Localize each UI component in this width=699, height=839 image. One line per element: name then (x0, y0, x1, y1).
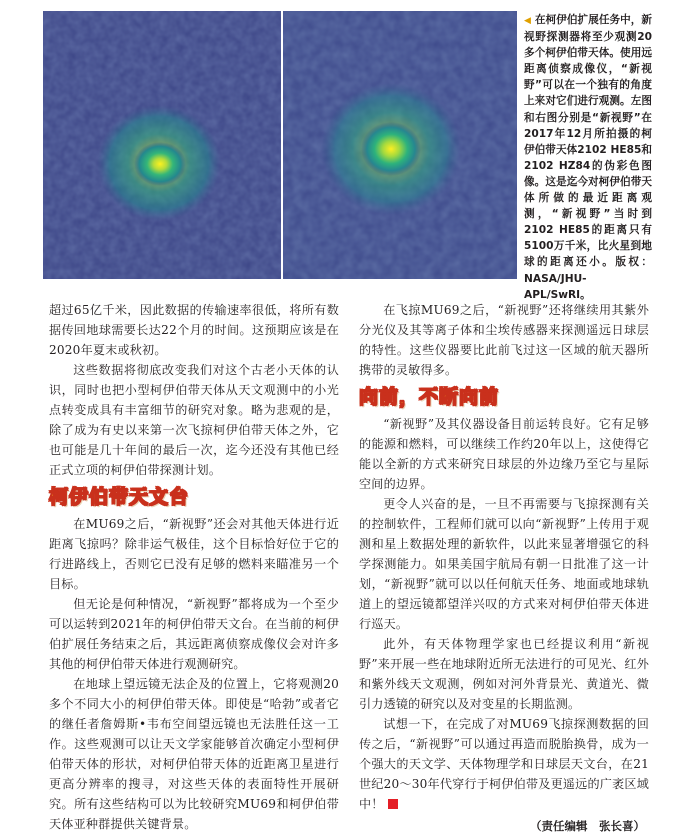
paragraph: 这些数据将彻底改变我们对这个古老小天体的认识，同时也把小型柯伊伯带天体从天文观测中的小光点转变成具有丰富细节的研究对象。略为悲观的是，除了成为有史以来第一次飞掠柯伊伯带天体之外，它也可能是几十年间的最后一次，迄今还没有其他已经正式立项的柯伊伯带探测计划。 (49, 363, 339, 477)
paragraph: 在地球上望远镜无法企及的位置上，它将观测20多个不同大小的柯伊伯带天体。即使是“哈勃”或者它的继任者詹姆斯•韦布空间望远镜也无法胜任这一工作。这些观测可以让天文学家能够首次确定小型柯伊伯带天体的形状，对柯伊伯带天体的近距离卫星进行更高分辨率的搜寻，对这些天体的表面特性开展研究。所有这些结构可以为比较研究MU69和柯伊伯带天体亚种群提供关键背景。 (49, 677, 339, 831)
paragraph: “新视野”及其仪器设备目前运转良好。它有足够的能源和燃料，可以继续工作约20年以上，这使得它能以全新的方式来研究日球层的外边缘乃至它与星际空间的边界。 (359, 417, 649, 491)
kbo-image-pair (43, 11, 517, 279)
figure-caption (524, 12, 652, 303)
editor-credit: （责任编辑 张长喜） (530, 819, 645, 833)
section-heading-onward: 向前，不断向前 (359, 386, 500, 408)
article-column-left (49, 300, 339, 834)
section-heading-kuiper-observatory: 柯伊伯带天文台 (49, 486, 190, 508)
kbo-image-right (283, 11, 517, 279)
paragraph: 在飞掠MU69之后，“新视野”还将继续用其紫外分光仪及其等离子体和尘埃传感器来探测遥远日球层的特性。这些仪器要比此前飞过这一区域的航天器所携带的灵敏得多。 (359, 303, 649, 377)
paragraph: 此外，有天体物理学家也已经提议利用“新视野”来开展一些在地球附近所无法进行的可见光、红外和紫外线天文观测，例如对河外背景光、黄道光、微引力透镜的研究以及对变星的长期监测。 (359, 637, 649, 711)
paragraph: 更令人兴奋的是，一旦不再需要与飞掠探测有关的控制软件，工程师们就可以向“新视野”上传用于观测和星上数据处理的新软件，以此来显著增强它的科学探测能力。如果美国宇航局有朝一日批准了这一计划，“新视野”就可以以任何航天任务、地面或地球轨道上的望远镜都望洋兴叹的方式来对柯伊伯带天体进行巡天。 (359, 497, 649, 631)
article-column-right (359, 300, 649, 836)
paragraph: 超过65亿千米，因此数据的传输速率很低，将所有数据传回地球需要长达22个月的时间。这预期应该是在2020年夏末或秋初。 (49, 303, 339, 357)
kbo-image-left (43, 11, 281, 279)
final-paragraph-text: 试想一下，在完成了对MU69飞掠探测数据的回传之后，“新视野”可以通过再造而脱胎换骨，成为一个强大的天文学、天体物理学和日球层天文台，在21世纪20～30年代穿行于柯伊伯带及更遥远的广袤区域中！ (359, 717, 649, 811)
paragraph-final (359, 714, 649, 814)
end-mark-icon (388, 799, 398, 809)
caption-text: 在柯伊伯扩展任务中，新视野探测器将至少观测20多个柯伊伯带天体。使用远距离侦察成像仪，“新视野”可以在一个独有的角度上来对它们进行观测。左图和右图分别是“新视野”在2017年12月所拍摄的柯伊伯带天体2102 HE85和2102 HZ84的伪彩色图像。这是迄今对柯伊伯带天体所做的最近距离观测，“新视野”当时到2102 HE85的距离只有5100万千米，比火星到地球的距离还小。版权：NASA/JHU-APL/SwRI。 (524, 14, 653, 301)
paragraph: 在MU69之后，“新视野”还会对其他天体进行近距离飞掠吗？除非运气极佳，这个目标恰好位于它的行进路线上，否则它已没有足够的燃料来瞄准另一个目标。 (49, 517, 339, 591)
paragraph: 但无论是何种情况，“新视野”都将成为一个至少可以运转到2021年的柯伊伯带天文台。在当前的柯伊伯扩展任务结束之后，其远距离侦察成像仪会对许多其他的柯伊伯带天体进行观测研究。 (49, 597, 339, 671)
caption-arrow-icon: ◀ (524, 16, 531, 26)
